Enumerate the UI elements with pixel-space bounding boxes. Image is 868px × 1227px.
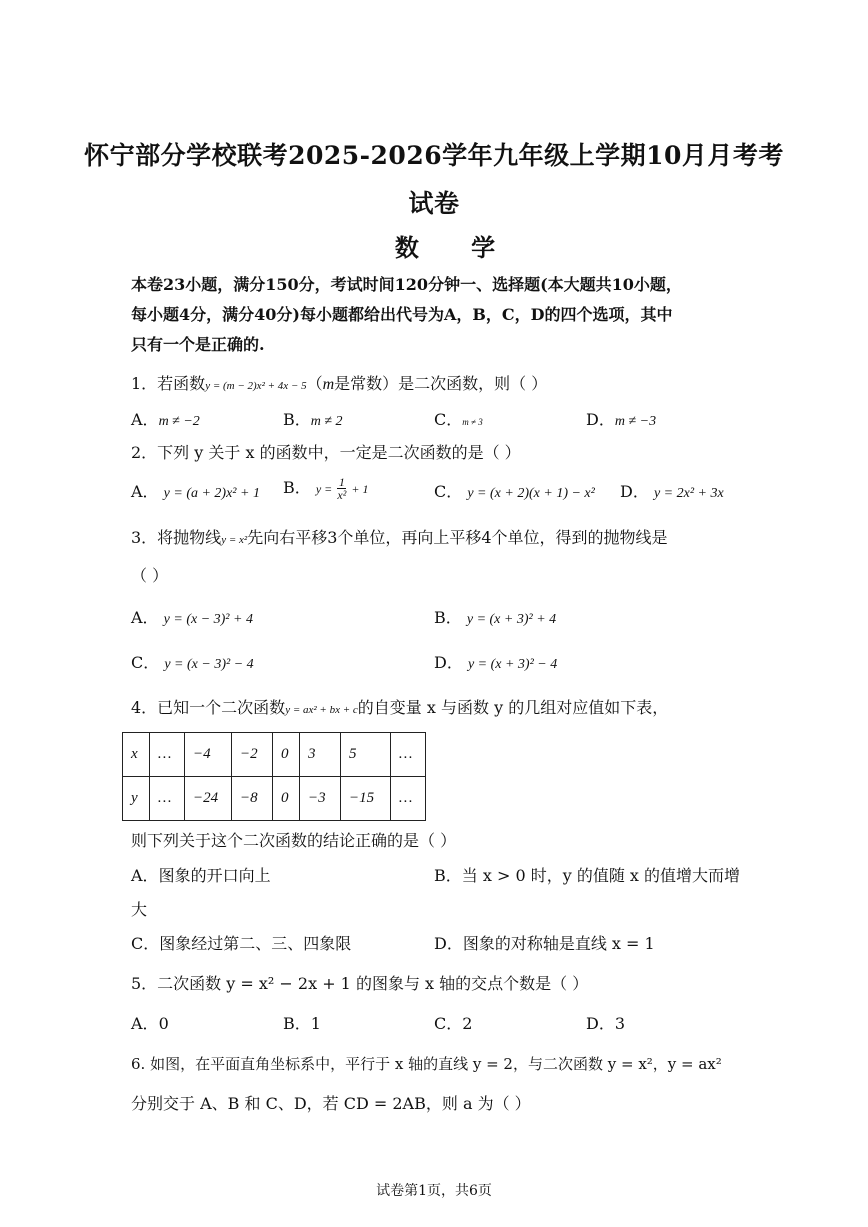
table-cell: y [123,777,150,821]
question-3-stem: 3．将抛物线y = x²先向右平移3个单位，再向上平移4个单位，得到的抛物线是 [131,528,668,547]
question-3-option-c[interactable]: C． y = (x − 3)² − 4 [131,653,254,672]
question-4-option-a[interactable]: A．图象的开口向上 [131,866,271,885]
question-5-stem: 5．二次函数 y = x² − 2x + 1 的图象与 x 轴的交点个数是（ ） [131,974,589,993]
page-footer: 试卷第1页，共6页 [376,1183,492,1199]
question-1-formula: y = (m − 2)x² + 4x − 5 [205,380,307,392]
question-1-option-c[interactable]: C．m ≠ 3 [434,410,483,429]
question-1-option-b[interactable]: B．m ≠ 2 [283,410,343,429]
question-4-option-b[interactable]: B．当 x > 0 时，y 的值随 x 的值增大而增 [434,866,741,885]
table-cell: … [391,777,426,821]
question-3-stem-line2: （ ） [131,566,169,585]
table-cell: … [150,777,185,821]
table-cell: … [150,733,185,777]
question-1-stem: 1．若函数y = (m − 2)x² + 4x − 5（m是常数）是二次函数，则（ ） [131,374,548,393]
fraction: $\frac{1}{\text{x²}}$ [337,475,347,502]
exam-title-line1: 怀宁部分学校联考2025-2026学年九年级上学期10月月考考 [84,141,784,170]
question-2-option-c[interactable]: C． y = (x + 2)(x + 1) − x² [434,482,595,501]
exam-title-line2: 试卷 [408,189,460,218]
table-cell: −3 [300,777,341,821]
question-2-option-b[interactable]: B． y = $\frac{1}{\text{x²}}$ + 1 [283,475,369,502]
question-4-option-c[interactable]: C．图象经过第二、三、四象限 [131,934,352,953]
instructions-line2: 每小题4分，满分40分)每小题都给出代号为A，B，C，D的四个选项，其中 [131,305,673,324]
question-4-stem-after: 则下列关于这个二次函数的结论正确的是（ ） [131,831,457,850]
table-cell: 5 [341,733,391,777]
question-6-stem-line2: 分别交于 A、B 和 C、D，若 CD = 2AB，则 a 为（ ） [131,1094,531,1113]
table-cell: … [391,733,426,777]
question-3-option-a[interactable]: A． y = (x − 3)² + 4 [131,608,253,627]
question-6-stem: 6. 如图，在平面直角坐标系中，平行于 x 轴的直线 y = 2，与二次函数 y = x²，y = ax² [131,1055,722,1073]
question-5-option-b[interactable]: B．1 [283,1014,321,1033]
question-4-stem: 4．已知一个二次函数y = ax² + bx + c的自变量 x 与函数 y 的几组对应值如下表， [131,698,669,717]
table-row-x [123,733,426,777]
question-5-option-a[interactable]: A．0 [131,1014,169,1033]
question-4-option-b-wrap: 大 [131,900,148,919]
table-cell: 0 [273,733,300,777]
subject-title: 数 学 [394,233,518,262]
instructions-line1: 本卷23小题，满分150分，考试时间120分钟一、选择题(本大题共10小题， [131,275,682,294]
table-cell: 0 [273,777,300,821]
question-1-option-d[interactable]: D．m ≠ −3 [586,410,657,429]
table-cell: x [123,733,150,777]
question-2-stem: 2．下列 y 关于 x 的函数中，一定是二次函数的是（ ） [131,443,521,462]
question-2-option-a[interactable]: A． y = (a + 2)x² + 1 [131,482,260,501]
table-row-y [123,777,426,821]
question-5-option-c[interactable]: C．2 [434,1014,473,1033]
table-cell: −2 [232,733,273,777]
question-3-option-b[interactable]: B． y = (x + 3)² + 4 [434,608,557,627]
table-cell: −4 [185,733,232,777]
question-4-option-d[interactable]: D．图象的对称轴是直线 x = 1 [434,934,655,953]
table-cell: 3 [300,733,341,777]
table-cell: −15 [341,777,391,821]
value-table [122,732,426,821]
table-cell: −24 [185,777,232,821]
instructions-line3: 只有一个是正确的. [131,335,265,354]
question-2-option-d[interactable]: D． y = 2x² + 3x [620,482,724,501]
instructions [131,270,741,360]
question-1-option-a[interactable]: A．m ≠ −2 [131,410,200,429]
question-5-option-d[interactable]: D．3 [586,1014,626,1033]
question-3-option-d[interactable]: D． y = (x + 3)² − 4 [434,653,558,672]
table-cell: −8 [232,777,273,821]
